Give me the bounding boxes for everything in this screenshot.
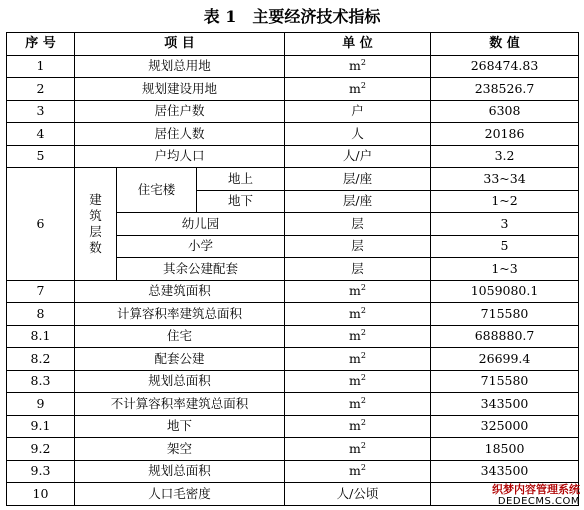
- indicators-table: [6, 32, 579, 506]
- row-no: 5: [7, 145, 75, 168]
- row-item: 总建筑面积: [75, 280, 285, 303]
- row-no: 8.3: [7, 370, 75, 393]
- row-value: 688880.7: [431, 325, 579, 348]
- header-no: 序 号: [7, 33, 75, 56]
- row-unit: 人/户: [285, 145, 431, 168]
- row-no: 8.2: [7, 348, 75, 371]
- row-value: 1~2: [431, 190, 579, 213]
- row-unit: 层: [285, 213, 431, 236]
- table-header-row: [7, 33, 579, 56]
- row-value: 238526.7: [431, 78, 579, 101]
- floor-above-label: 地上: [197, 168, 285, 191]
- table-row: [7, 415, 579, 438]
- row-unit: 人/公顷: [285, 483, 431, 506]
- row-item: 幼儿园: [117, 213, 285, 236]
- row-unit: $m^2$: [285, 415, 431, 438]
- row-unit: $m^2$: [285, 438, 431, 461]
- row-unit: $m^2$: [285, 348, 431, 371]
- row-no: 2: [7, 78, 75, 101]
- row-no: 8.1: [7, 325, 75, 348]
- table-row: [7, 370, 579, 393]
- row-unit: $m^2$: [285, 55, 431, 78]
- row-value: 3.2: [431, 145, 579, 168]
- row-value: 26699.4: [431, 348, 579, 371]
- row-value: 1~3: [431, 258, 579, 281]
- watermark: [462, 484, 580, 508]
- table-row: [7, 145, 579, 168]
- table-row: [7, 100, 579, 123]
- row-unit: 户: [285, 100, 431, 123]
- table-row: [7, 460, 579, 483]
- row-item: 规划总面积: [75, 370, 285, 393]
- row-item: 人口毛密度: [75, 483, 285, 506]
- row-value: 343500: [431, 460, 579, 483]
- table-row: [7, 280, 579, 303]
- row-no: 6: [7, 168, 75, 281]
- table-row: [7, 55, 579, 78]
- row-value: 325000: [431, 415, 579, 438]
- row-item: 小学: [117, 235, 285, 258]
- row-value: 33~34: [431, 168, 579, 191]
- row-unit: $m^2$: [285, 303, 431, 326]
- table-row: [7, 393, 579, 416]
- header-item: 项 目: [75, 33, 285, 56]
- row-item: 其余公建配套: [117, 258, 285, 281]
- header-unit: 单 位: [285, 33, 431, 56]
- table-row: [7, 438, 579, 461]
- row-no: 1: [7, 55, 75, 78]
- row-no: 10: [7, 483, 75, 506]
- row-unit: $m^2$: [285, 393, 431, 416]
- residential-label: 住宅楼: [117, 168, 197, 213]
- row-value: 5: [431, 235, 579, 258]
- row-unit: 层: [285, 235, 431, 258]
- header-value: 数 值: [431, 33, 579, 56]
- row-item: 居住人数: [75, 123, 285, 146]
- row-no: 9.1: [7, 415, 75, 438]
- row-item: 居住户数: [75, 100, 285, 123]
- row-item: 不计算容积率建筑总面积: [75, 393, 285, 416]
- row-item: 配套公建: [75, 348, 285, 371]
- floor-below-label: 地下: [197, 190, 285, 213]
- row-value: 268474.83: [431, 55, 579, 78]
- row-no: 4: [7, 123, 75, 146]
- row-item: 住宅: [75, 325, 285, 348]
- row-unit: $m^2$: [285, 325, 431, 348]
- row-item: 计算容积率建筑总面积: [75, 303, 285, 326]
- row-item: 规划总面积: [75, 460, 285, 483]
- row-unit: 层/座: [285, 168, 431, 191]
- row-unit: 人: [285, 123, 431, 146]
- table-title: 表 1 主要经济技术指标: [203, 7, 381, 26]
- row-unit: $m^2$: [285, 280, 431, 303]
- row-no: 9.2: [7, 438, 75, 461]
- row-value: 343500: [431, 393, 579, 416]
- table-row: [7, 348, 579, 371]
- row-item: 规划总用地: [75, 55, 285, 78]
- floors-group-label: 建 筑 层 数: [75, 168, 117, 281]
- row-item: 户均人口: [75, 145, 285, 168]
- row-no: 3: [7, 100, 75, 123]
- row-value: 20186: [431, 123, 579, 146]
- table-row: [7, 78, 579, 101]
- table-row: [7, 168, 579, 191]
- row-value: 715580: [431, 303, 579, 326]
- row-value: 18500: [431, 438, 579, 461]
- row-no: 9.3: [7, 460, 75, 483]
- row-value: 6308: [431, 100, 579, 123]
- watermark-line1: 织梦内容管理系统: [492, 483, 580, 496]
- row-item: 地下: [75, 415, 285, 438]
- row-unit: $m^2$: [285, 460, 431, 483]
- watermark-line2: DEDECMS.COM: [497, 496, 580, 507]
- row-item: 规划建设用地: [75, 78, 285, 101]
- row-no: 7: [7, 280, 75, 303]
- row-item: 架空: [75, 438, 285, 461]
- row-value: 1059080.1: [431, 280, 579, 303]
- row-unit: 层: [285, 258, 431, 281]
- row-unit: 层/座: [285, 190, 431, 213]
- row-unit: $m^2$: [285, 78, 431, 101]
- row-unit: $m^2$: [285, 370, 431, 393]
- row-no: 8: [7, 303, 75, 326]
- table-row: [7, 325, 579, 348]
- row-value: 715580: [431, 370, 579, 393]
- row-value: 3: [431, 213, 579, 236]
- table-row: [7, 303, 579, 326]
- row-no: 9: [7, 393, 75, 416]
- table-row: [7, 123, 579, 146]
